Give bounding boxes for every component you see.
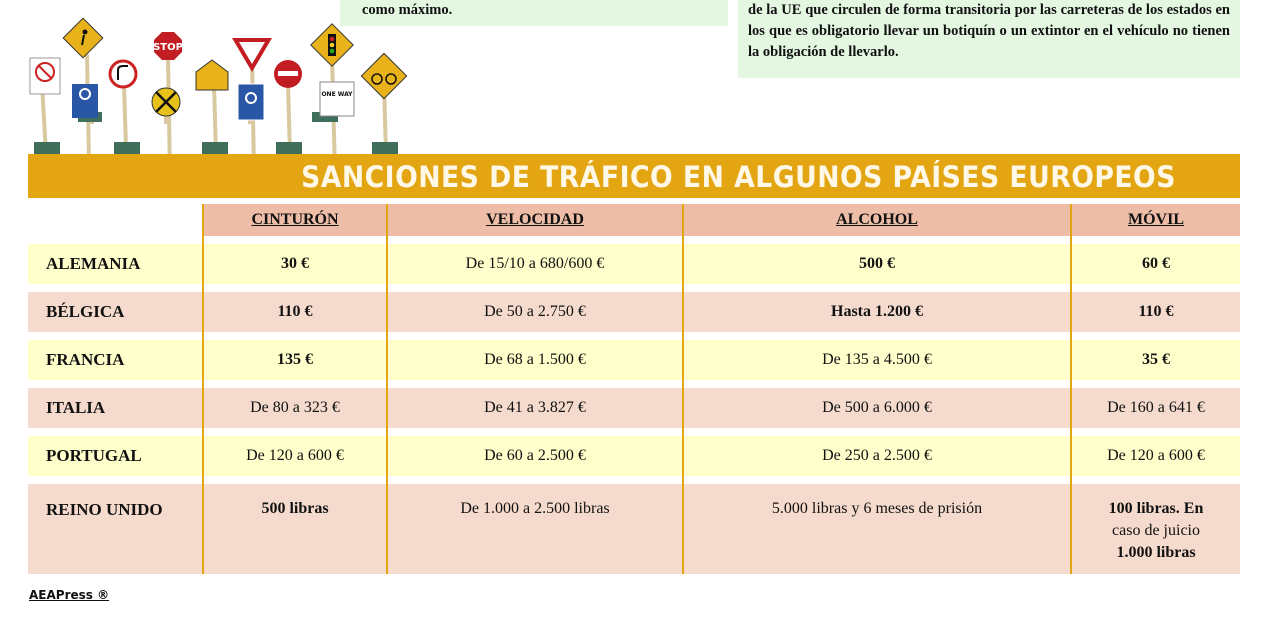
title-banner bbox=[28, 154, 1240, 198]
movil-cell: De 160 a 641 € bbox=[1070, 388, 1240, 428]
movil-line-3: 1.000 libras bbox=[1116, 544, 1196, 561]
movil-cell bbox=[1070, 484, 1240, 574]
velocidad-cell: De 41 a 3.827 € bbox=[386, 388, 682, 428]
velocidad-cell: De 68 a 1.500 € bbox=[386, 340, 682, 380]
source-credit: AEAPress ® bbox=[29, 588, 110, 602]
table-row bbox=[28, 484, 1240, 574]
movil-line-1: 100 libras. En bbox=[1108, 500, 1204, 517]
cinturon-cell: 500 libras bbox=[202, 484, 386, 574]
note-left-text: como máximo. bbox=[362, 2, 453, 18]
cinturon-cell: De 80 a 323 € bbox=[202, 388, 386, 428]
table-row bbox=[28, 388, 1240, 428]
movil-cell: 35 € bbox=[1070, 340, 1240, 380]
velocidad-cell: De 15/10 a 680/600 € bbox=[386, 244, 682, 284]
table-row bbox=[28, 244, 1240, 284]
banner-title: SANCIONES DE TRÁFICO EN ALGUNOS PAÍSES EUROPEOS bbox=[301, 160, 1176, 194]
country-cell: ALEMANIA bbox=[28, 244, 202, 284]
movil-cell: 60 € bbox=[1070, 244, 1240, 284]
stop-sign-text: STOP bbox=[153, 42, 183, 53]
alcohol-cell: 500 € bbox=[682, 244, 1070, 284]
velocidad-cell: De 1.000 a 2.500 libras bbox=[386, 484, 682, 574]
movil-line-2: caso de juicio bbox=[1112, 522, 1200, 539]
country-cell: PORTUGAL bbox=[28, 436, 202, 476]
velocidad-cell: De 50 a 2.750 € bbox=[386, 292, 682, 332]
header-cinturon: CINTURÓN bbox=[202, 204, 386, 236]
one-way-sign-text: ONE WAY bbox=[321, 91, 353, 98]
table-row bbox=[28, 436, 1240, 476]
header-alcohol: ALCOHOL bbox=[682, 204, 1070, 236]
cinturon-cell: 110 € bbox=[202, 292, 386, 332]
table-row bbox=[28, 292, 1240, 332]
movil-cell: 110 € bbox=[1070, 292, 1240, 332]
country-cell: FRANCIA bbox=[28, 340, 202, 380]
header-blank bbox=[28, 204, 202, 236]
sanctions-table bbox=[28, 204, 1240, 574]
header-velocidad: VELOCIDAD bbox=[386, 204, 682, 236]
alcohol-cell: 5.000 libras y 6 meses de prisión bbox=[682, 484, 1070, 574]
cinturon-cell: 30 € bbox=[202, 244, 386, 284]
movil-cell: De 120 a 600 € bbox=[1070, 436, 1240, 476]
country-cell: ITALIA bbox=[28, 388, 202, 428]
header-movil: MÓVIL bbox=[1070, 204, 1240, 236]
table-header-row bbox=[28, 204, 1240, 236]
alcohol-cell: De 500 a 6.000 € bbox=[682, 388, 1070, 428]
country-cell: REINO UNIDO bbox=[28, 484, 202, 574]
country-cell: BÉLGICA bbox=[28, 292, 202, 332]
cinturon-cell: De 120 a 600 € bbox=[202, 436, 386, 476]
note-right-text: de la UE que circulen de forma transitoria por las carreteras de los estados en los que es obligatorio llevar un botiquín o un extintor en el vehículo no tienen la obligación de llevarlo. bbox=[748, 2, 1230, 60]
alcohol-cell: De 250 a 2.500 € bbox=[682, 436, 1070, 476]
note-box-right bbox=[738, 0, 1240, 78]
alcohol-cell: Hasta 1.200 € bbox=[682, 292, 1070, 332]
cinturon-cell: 135 € bbox=[202, 340, 386, 380]
alcohol-cell: De 135 a 4.500 € bbox=[682, 340, 1070, 380]
table-row bbox=[28, 340, 1240, 380]
velocidad-cell: De 60 a 2.500 € bbox=[386, 436, 682, 476]
